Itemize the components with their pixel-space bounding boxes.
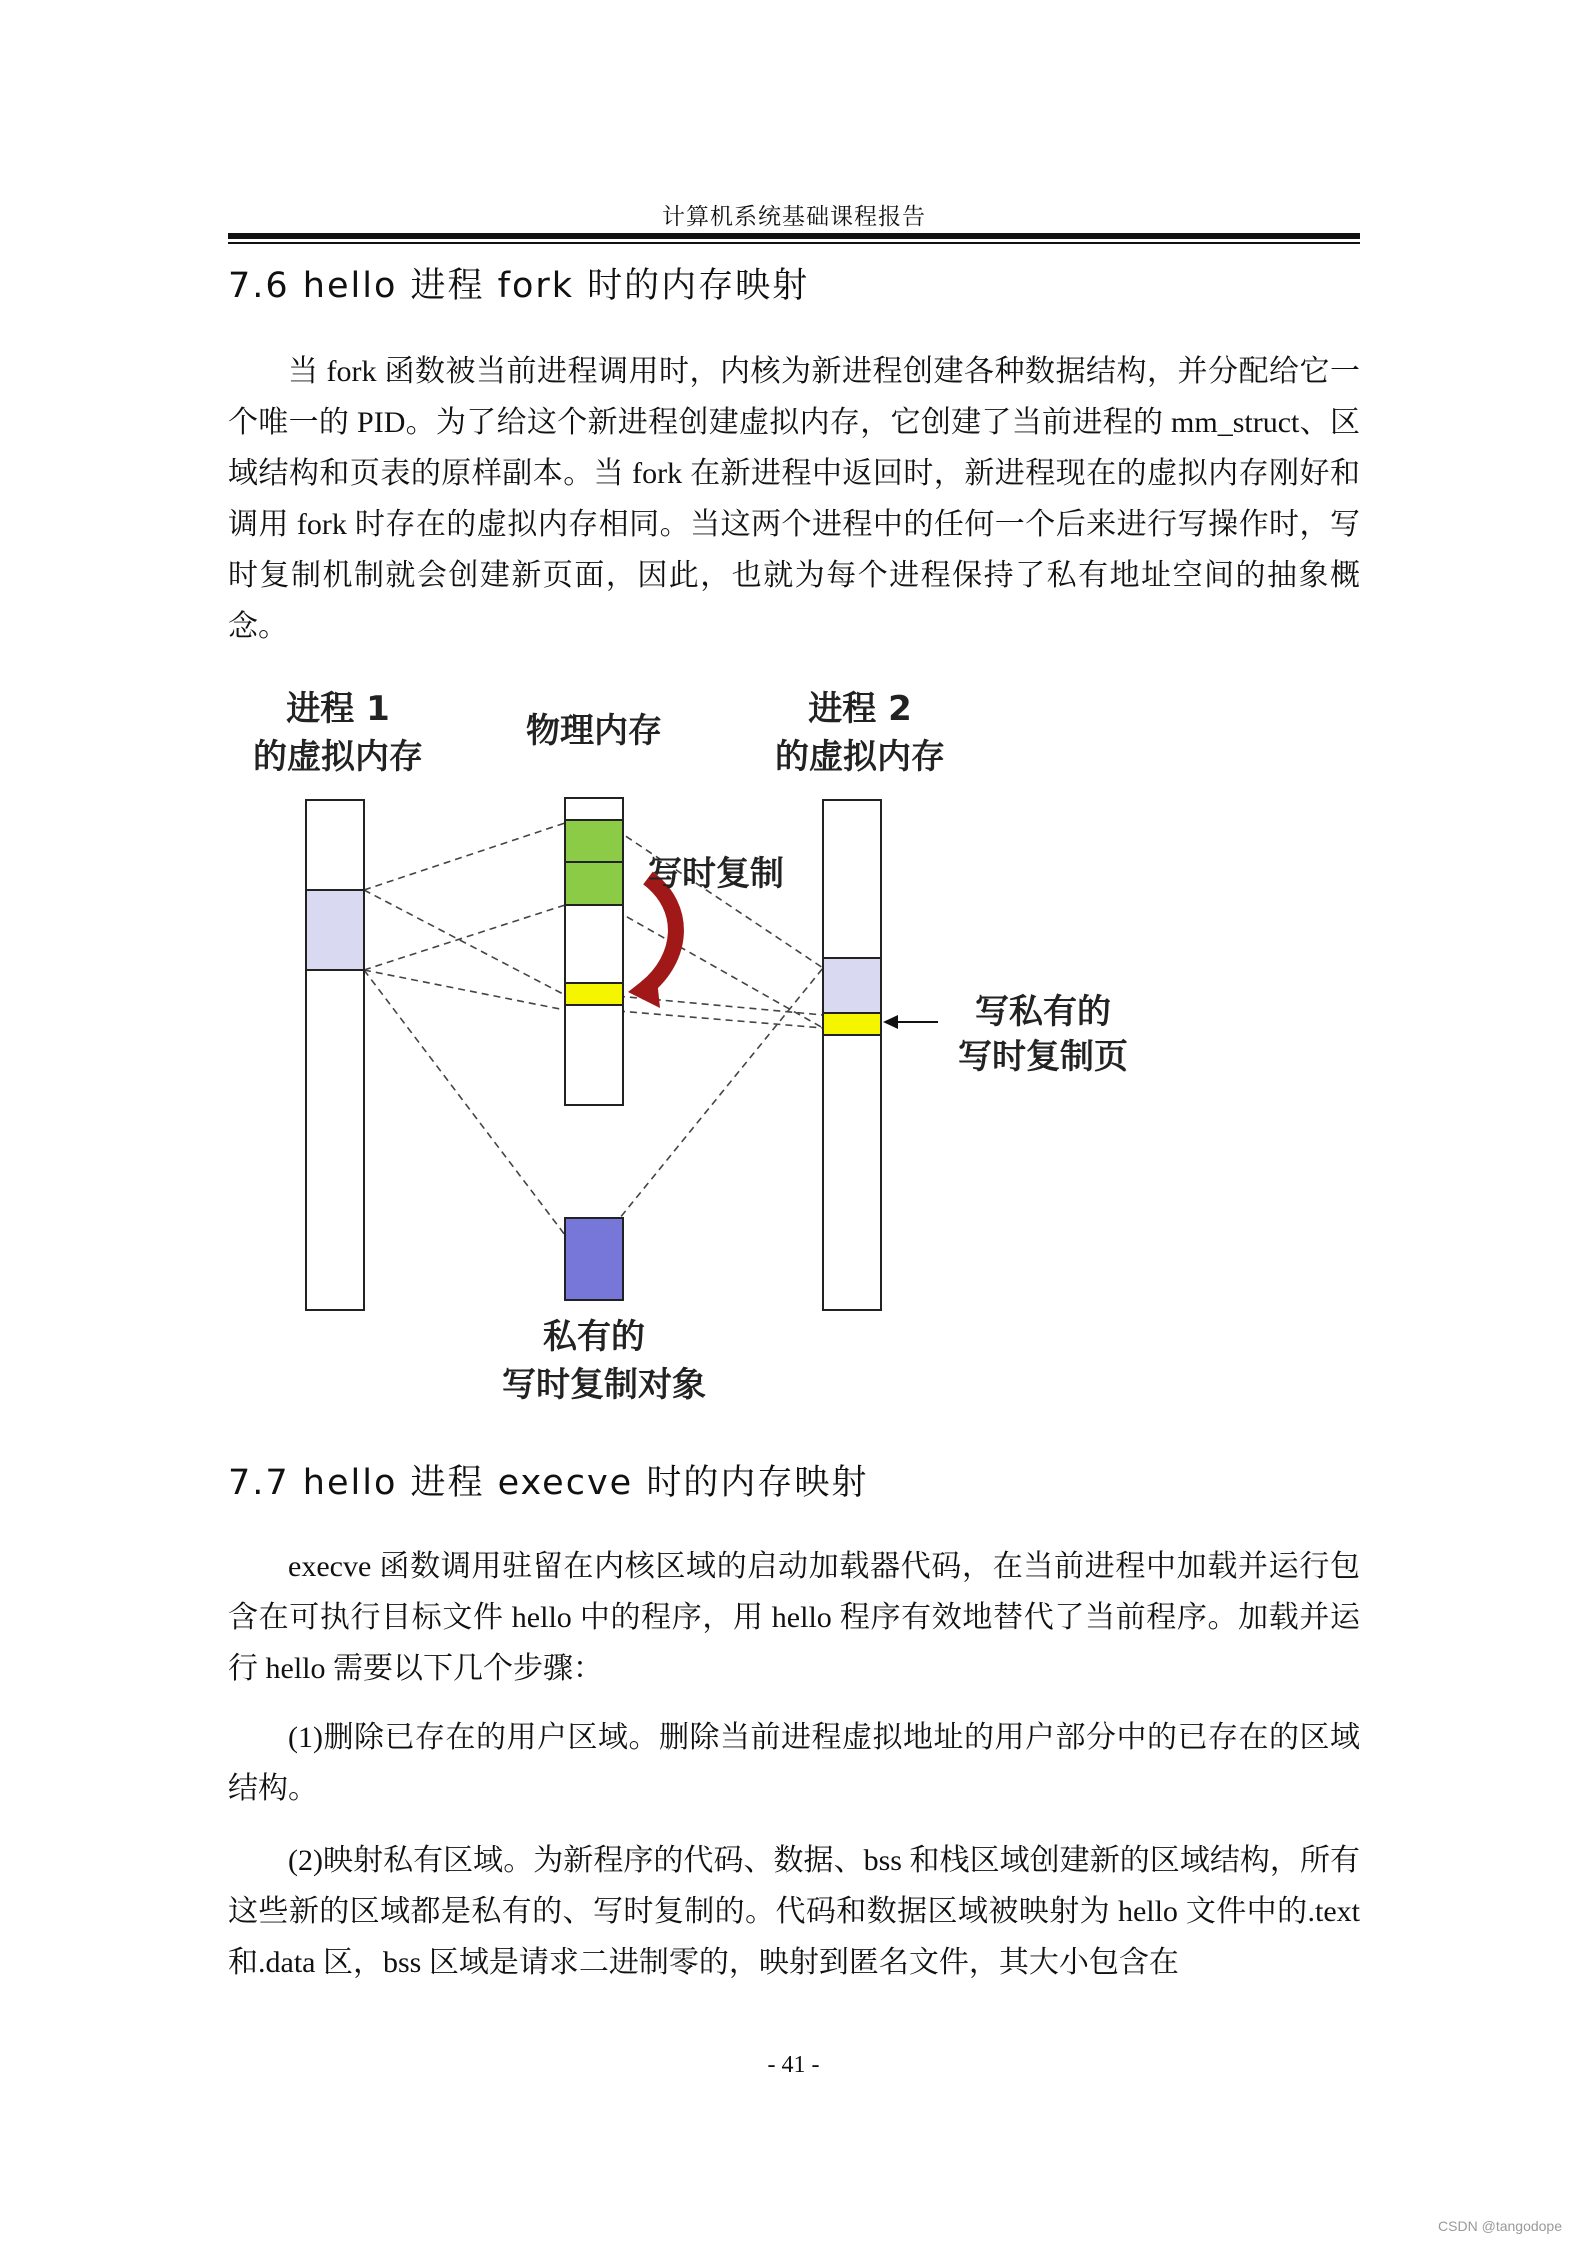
step-2-paragraph: (2)映射私有区域。为新程序的代码、数据、bss 和栈区域创建新的区域结构，所有这些新的区域都是私有的、写时复制的。代码和数据区域被映射为 hello 文件中的.text 和.data 区，bss 区域是请求二进制零的，映射到匿名文件，其大小包含在 <box>228 1844 1360 1979</box>
process2-private-cow-page <box>823 1013 881 1035</box>
diagram-svg <box>228 690 1228 1410</box>
section-heading-7-7: 7.7 hello 进程 execve 时的内存映射 <box>228 1463 869 1503</box>
section-7-7-paragraph: execve 函数调用驻留在内核区域的启动加载器代码，在当前进程中加载并运行包含在可执行目标文件 hello 中的程序，用 hello 程序有效地替代了当前程序。加载并运行 hello 需要以下几个步骤： <box>228 1550 1360 1685</box>
cow-curved-arrow-icon <box>646 878 676 988</box>
label-private-object-line1: 私有的 <box>543 1317 645 1357</box>
label-process2-line1: 进程 2 <box>808 690 912 729</box>
label-private-page-line1: 写私有的 <box>975 992 1111 1032</box>
label-process2-line2: 的虚拟内存 <box>775 737 945 777</box>
label-process1-line1: 进程 1 <box>286 690 390 729</box>
process1-shared-area <box>306 890 364 970</box>
private-cow-object <box>565 1218 623 1300</box>
section-heading-7-6: 7.6 hello 进程 fork 时的内存映射 <box>228 266 810 306</box>
label-copy-on-write: 写时复制 <box>648 854 784 894</box>
label-private-page-line2: 写时复制页 <box>958 1037 1128 1077</box>
process1-virtual-memory-column <box>306 800 364 1310</box>
cow-arrowhead-icon <box>628 970 660 1008</box>
private-page-pointer-arrow-icon <box>883 1015 898 1029</box>
physical-copied-page <box>565 983 623 1005</box>
step-1-paragraph: (1)删除已存在的用户区域。删除当前进程虚拟地址的用户部分中的已存在的区域结构。 <box>228 1721 1360 1805</box>
process2-virtual-memory-column <box>823 800 881 1310</box>
running-header: 计算机系统基础课程报告 <box>662 204 926 229</box>
header-rule-thick <box>228 233 1360 239</box>
process2-shared-area <box>823 958 881 1013</box>
label-private-object-line2: 写时复制对象 <box>502 1365 706 1405</box>
label-physical-memory: 物理内存 <box>526 711 662 751</box>
section-7-6-paragraph: 当 fork 函数被当前进程调用时，内核为新进程创建各种数据结构，并分配给它一个唯一的 PID。为了给这个新进程创建虚拟内存，它创建了当前进程的 mm_struct、区域结构和页表的原样副本。当 fork 在新进程中返回时，新进程现在的虚拟内存刚好和调用 fork 时存在的虚拟内存相同。当这两个进程中的任何一个后来进行写操作时，写时复制机制就会创建新页面，因此，也就为每个进程保持了私有地址空间的抽象概念。 <box>228 355 1360 643</box>
csdn-watermark: CSDN @tangodope <box>1438 2218 1562 2234</box>
fork-memory-mapping-diagram <box>228 690 1228 1410</box>
page-number: - 41 - <box>767 2052 820 2078</box>
label-process1-line2: 的虚拟内存 <box>253 737 423 777</box>
header-rule-thin <box>228 242 1360 244</box>
